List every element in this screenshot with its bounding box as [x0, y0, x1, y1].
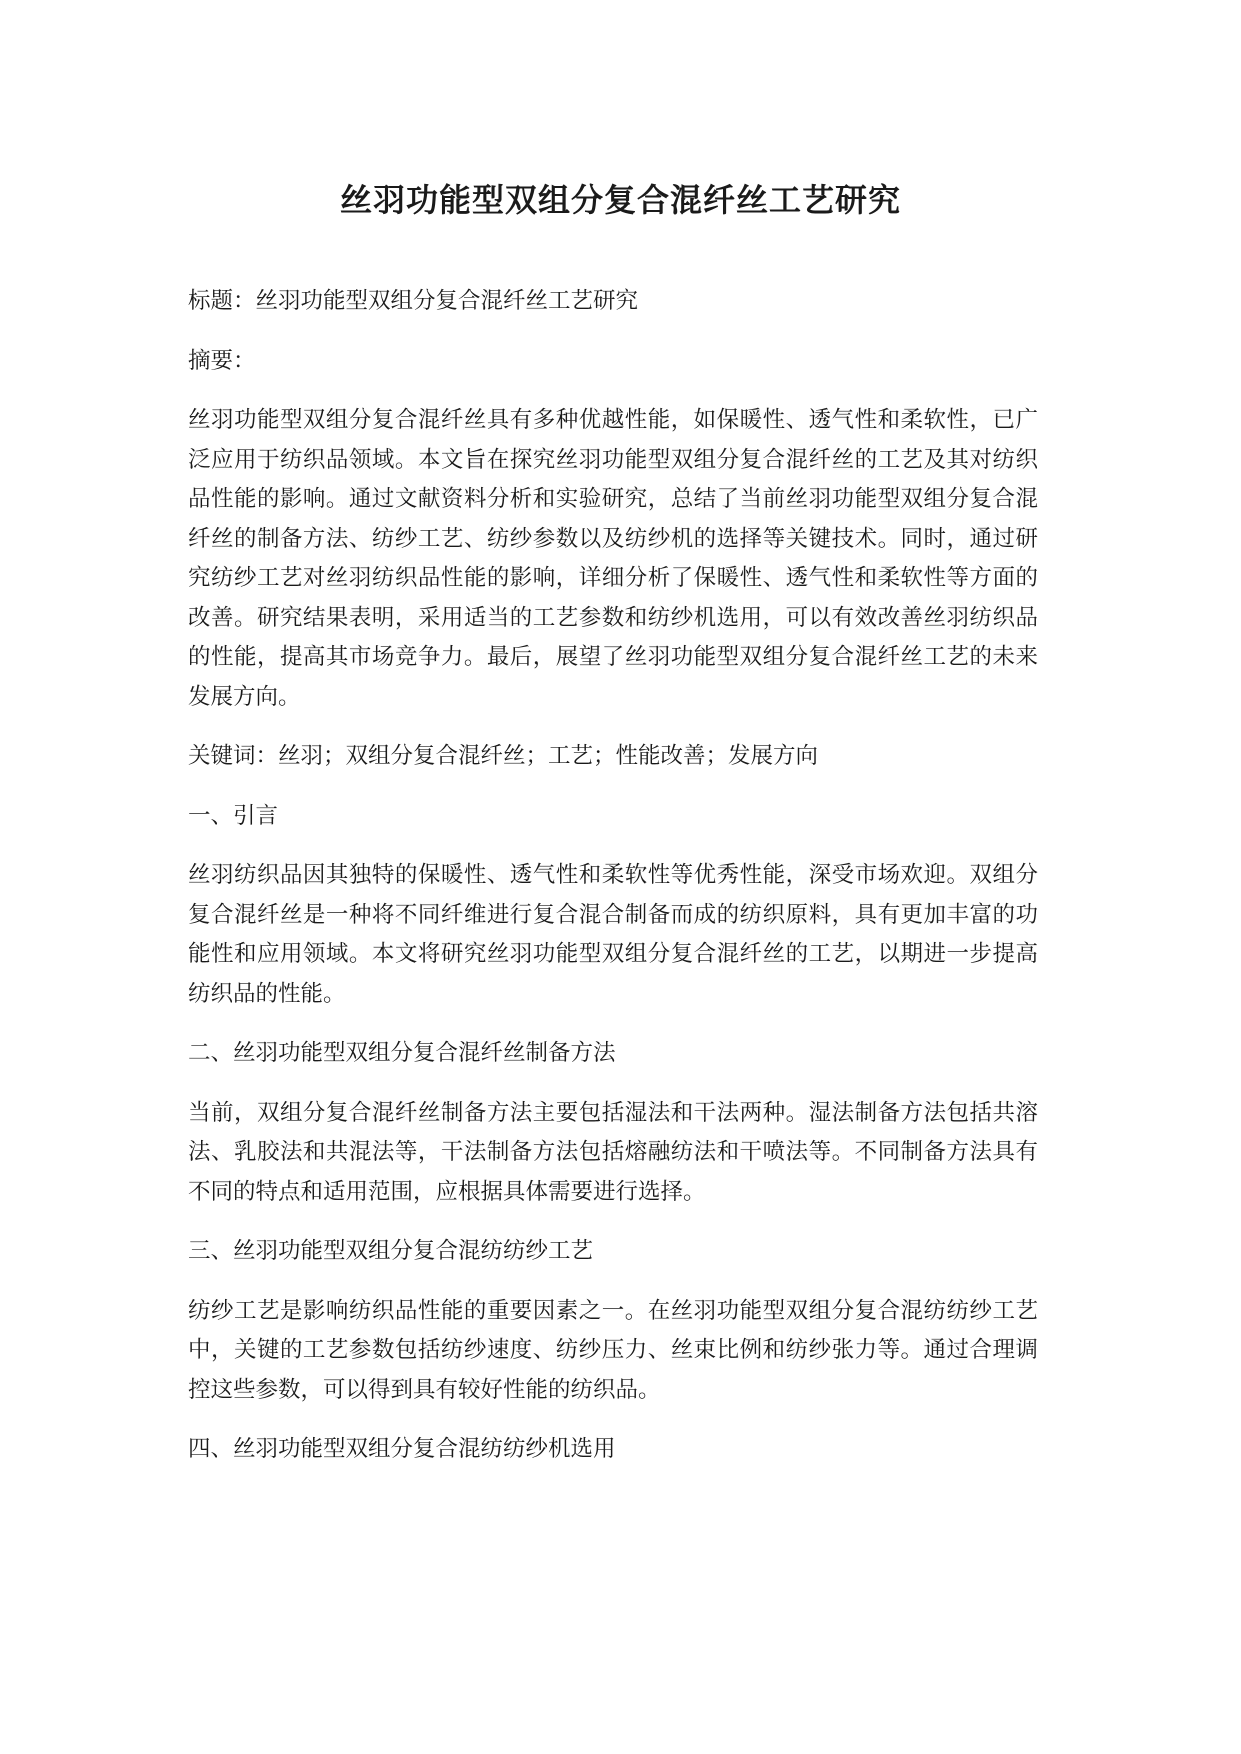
section-heading-spinning-machine: 四、丝羽功能型双组分复合混纺纺纱机选用	[188, 1436, 616, 1462]
section-heading-introduction: 一、引言	[188, 802, 279, 829]
section-heading-spinning-process: 三、丝羽功能型双组分复合混纺纺纱工艺	[188, 1238, 594, 1264]
introduction-paragraph: 丝羽纺织品因其独特的保暖性、透气性和柔软性等优秀性能，深受市场欢迎。双组分复合混纤丝是一种将不同纤维进行复合混合制备而成的纺织原料，具有更加丰富的功能性和应用领域。本文将研究丝羽功能型双组分复合混纤丝的工艺，以期进一步提高纺织品的性能。	[188, 862, 1038, 1007]
abstract-paragraph: 丝羽功能型双组分复合混纤丝具有多种优越性能，如保暖性、透气性和柔软性，已广泛应用于纺织品领域。本文旨在探究丝羽功能型双组分复合混纤丝的工艺及其对纺织品性能的影响。通过文献资料分析和实验研究，总结了当前丝羽功能型双组分复合混纤丝的制备方法、纺纱工艺、纺纱参数以及纺纱机的选择等关键技术。同时，通过研究纺纱工艺对丝羽纺织品性能的影响，详细分析了保暖性、透气性和柔软性等方面的改善。研究结果表明，采用适当的工艺参数和纺纱机选用，可以有效改善丝羽纺织品的性能，提高其市场竞争力。最后，展望了丝羽功能型双组分复合混纤丝工艺的未来发展方向。	[188, 407, 1038, 710]
abstract-heading: 摘要：	[188, 347, 256, 374]
section-heading-preparation: 二、丝羽功能型双组分复合混纤丝制备方法	[188, 1040, 616, 1066]
keywords-line: 关键词：丝羽；双组分复合混纤丝；工艺；性能改善；发展方向	[188, 743, 819, 769]
preparation-paragraph: 当前，双组分复合混纤丝制备方法主要包括湿法和干法两种。湿法制备方法包括共溶法、乳胶法和共混法等，干法制备方法包括熔融纺法和干喷法等。不同制备方法具有不同的特点和适用范围，应根据具体需要进行选择。	[188, 1099, 1038, 1205]
spinning-process-paragraph: 纺纱工艺是影响纺织品性能的重要因素之一。在丝羽功能型双组分复合混纺纺纱工艺中，关键的工艺参数包括纺纱速度、纺纱压力、丝束比例和纺纱张力等。通过合理调控这些参数，可以得到具有较好性能的纺织品。	[188, 1297, 1038, 1403]
document-title: 丝羽功能型双组分复合混纤丝工艺研究	[339, 181, 901, 219]
document-body	[188, 282, 1038, 1490]
title-line: 标题：丝羽功能型双组分复合混纤丝工艺研究	[188, 288, 639, 314]
